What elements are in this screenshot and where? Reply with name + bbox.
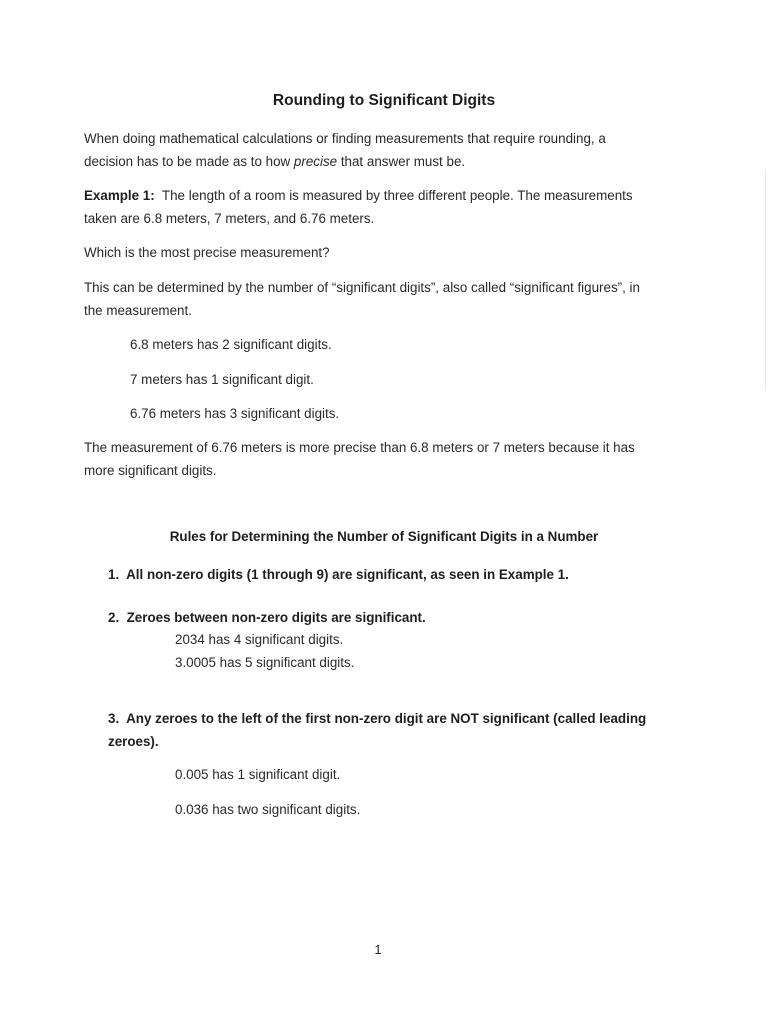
example-1-text: The length of a room is measured by three different people. The measurements (161, 188, 633, 203)
rule-3-line-2: zeroes). (108, 734, 159, 749)
example-1-label: Example 1: (84, 188, 155, 203)
rule-text: All non-zero digits (1 through 9) are significant, as seen in Example 1. (126, 567, 569, 582)
rule-number: 2. (108, 610, 120, 625)
intro-line-2 (84, 150, 465, 173)
question: Which is the most precise measurement? (84, 245, 330, 260)
rule-example: 0.005 has 1 significant digit. (175, 767, 341, 782)
rule-number: 1. (108, 567, 120, 582)
rule-example: 0.036 has two significant digits. (175, 802, 361, 817)
conclusion-line-2: more significant digits. (84, 463, 217, 478)
page-number: 1 (374, 942, 382, 957)
rule-example: 2034 has 4 significant digits. (175, 632, 344, 647)
intro-text: decision has to be made as to how (84, 154, 294, 169)
rule-example: 3.0005 has 5 significant digits. (175, 655, 355, 670)
rule-number: 3. (108, 711, 120, 726)
page-title: Rounding to Significant Digits (272, 92, 496, 109)
rule-3-line-1 (108, 707, 646, 730)
intro-text-end: that answer must be. (337, 154, 466, 169)
rule-1 (108, 563, 569, 586)
measurement-item: 6.76 meters has 3 significant digits. (130, 406, 340, 421)
scan-edge-line (765, 170, 766, 390)
conclusion-line-1: The measurement of 6.76 meters is more precise than 6.8 meters or 7 meters because it has (84, 440, 635, 455)
explanation-line-2: the measurement. (84, 303, 192, 318)
measurement-item: 7 meters has 1 significant digit. (130, 372, 314, 387)
rule-text: Any zeroes to the left of the first non-zero digit are NOT significant (called leading (126, 711, 647, 726)
explanation-line-1: This can be determined by the number of “significant digits”, also called “significant figures”, in (84, 280, 640, 295)
rules-heading: Rules for Determining the Number of Significant Digits in a Number (169, 529, 599, 544)
intro-line-1: When doing mathematical calculations or finding measurements that require rounding, a (84, 131, 606, 146)
rule-2 (108, 606, 426, 629)
example-1-line-2: taken are 6.8 meters, 7 meters, and 6.76 meters. (84, 211, 375, 226)
example-1-line-1 (84, 184, 633, 207)
intro-emphasis: precise (293, 154, 338, 169)
measurement-item: 6.8 meters has 2 significant digits. (130, 337, 332, 352)
rule-text: Zeroes between non-zero digits are significant. (126, 610, 426, 625)
